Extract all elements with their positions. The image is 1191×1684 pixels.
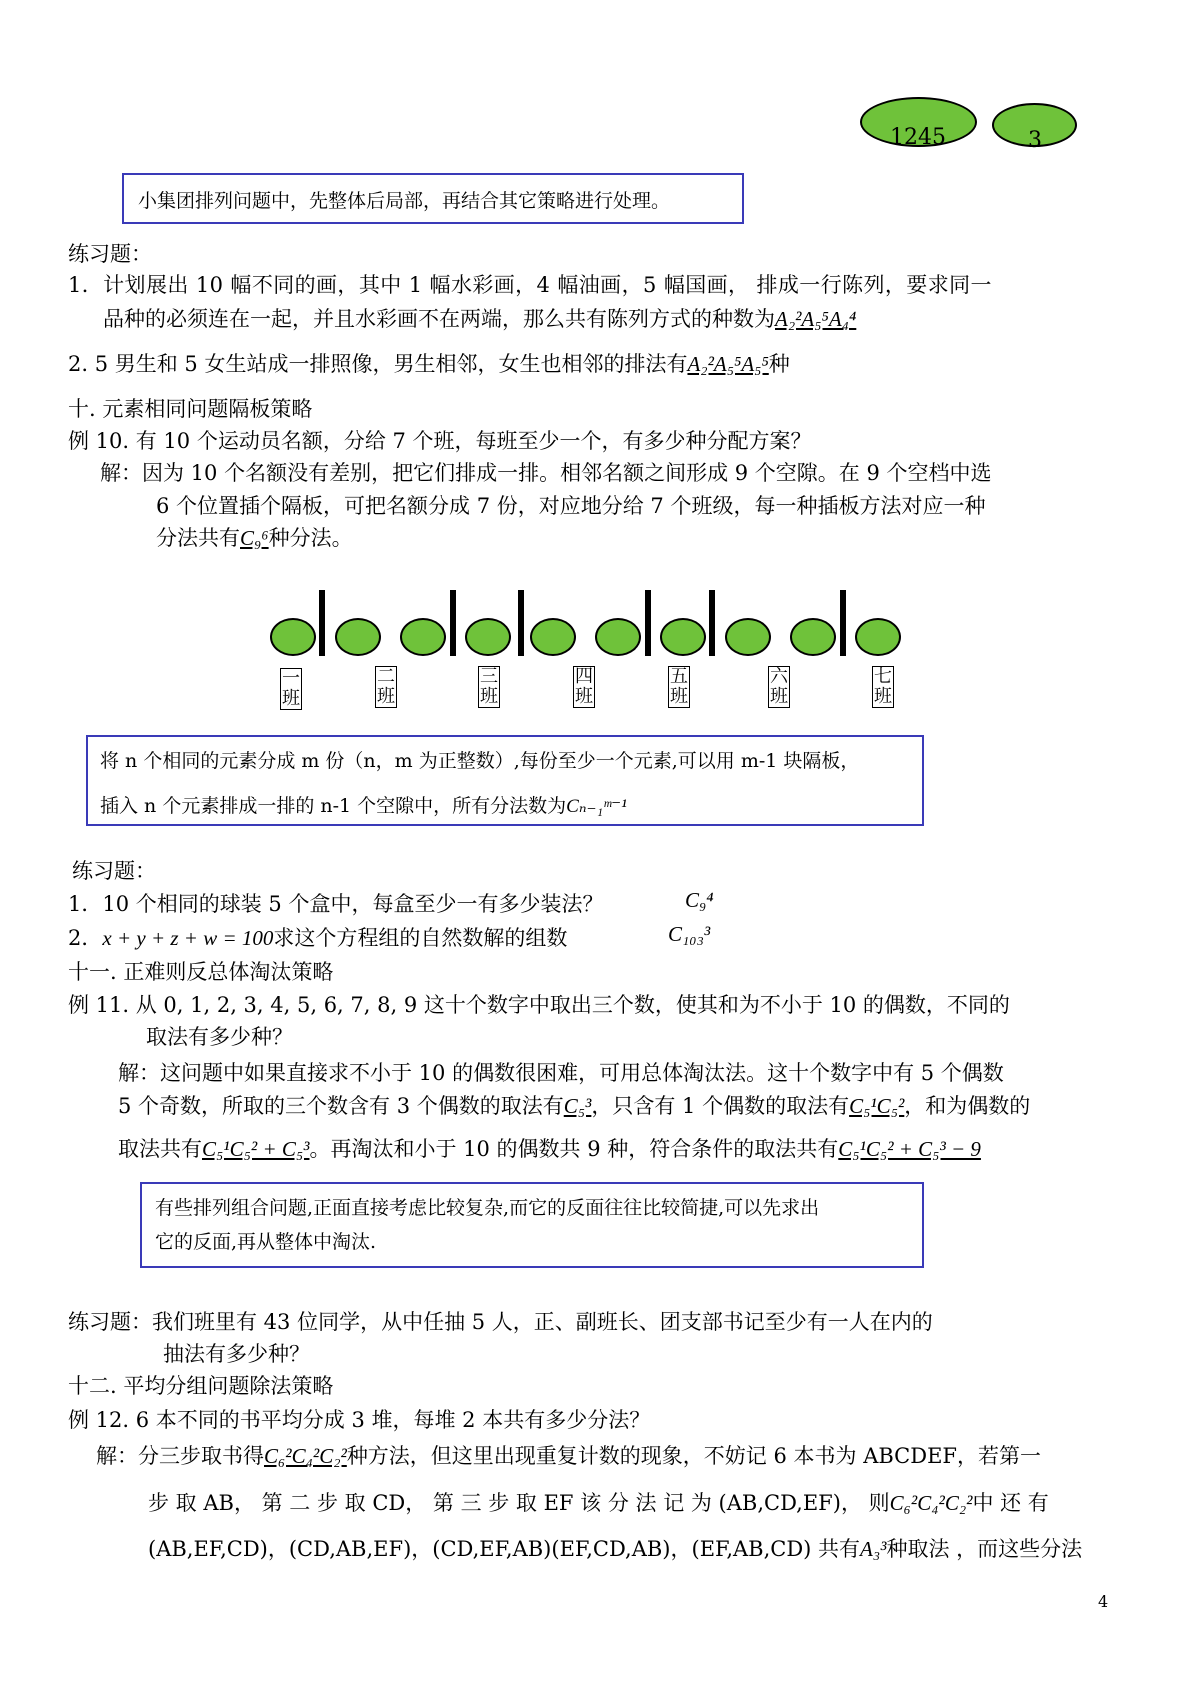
- example-11-line2: 取法有多少种？: [146, 1025, 293, 1049]
- practice-1-q1-line2: [103, 303, 856, 333]
- example-10: 例 10. 有 10 个运动员名额，分给 7 个班，每班至少一个，有多少种分配方案？: [68, 429, 812, 453]
- example-12-sol-line3: [148, 1533, 1082, 1563]
- divider-1: [319, 590, 325, 656]
- ball-7: [660, 618, 706, 656]
- example-10-sol-line3-post: 种分法。: [268, 526, 353, 550]
- tip-1-text: 小集团排列问题中，先整体后局部，再结合其它策略进行处理。: [138, 190, 671, 212]
- example-11-sol-line3: [118, 1133, 981, 1163]
- practice-1-heading: 练习题：: [68, 242, 152, 266]
- example-10-answer: C₉⁶: [240, 526, 269, 550]
- example-12-sol-line1: [96, 1440, 1041, 1470]
- class-label-4: 四 班: [575, 666, 593, 707]
- tip-3-line2: 它的反面,再从整体中淘汰.: [155, 1231, 377, 1253]
- example-12-sol-line3-a: (AB,EF,CD)，(CD,AB,EF)，(CD,EF,AB)(EF,CD,AB)，(EF,AB,CD) 共有: [148, 1537, 861, 1561]
- section-11-title: 十一. 正难则反总体淘汰策略: [68, 960, 334, 984]
- example-12-answer-3: A₃³: [860, 1537, 887, 1561]
- example-11-answer-2: C₅¹C₅²: [849, 1094, 905, 1118]
- example-12-sol-line1-b: 种方法，但这里出现重复计数的现象，不妨记 6 本书为 ABCDEF，若第一: [346, 1444, 1041, 1468]
- section-10-title: 十. 元素相同问题隔板策略: [68, 397, 313, 421]
- badge-right-label: 3: [1028, 128, 1042, 153]
- example-11-answer-3: C₅¹C₅² + C₅³: [202, 1137, 310, 1161]
- practice-2-q2-answer: C₁₀₃³: [668, 922, 711, 946]
- example-12-sol-line3-b: 种取法 ，而这些分法: [886, 1537, 1083, 1561]
- practice-2-q2-equation: x + y + z + w = 100: [102, 926, 274, 950]
- practice-2-q2: [68, 922, 567, 952]
- divider-4: [645, 590, 651, 656]
- example-10-sol-line2: 6 个位置插个隔板，可把名额分成 7 份，对应地分给 7 个班级，每一种插板方法对应一种: [156, 494, 986, 518]
- class-label-2: 二 班: [377, 666, 395, 707]
- class-label-3: 三 班: [480, 666, 498, 707]
- example-10-sol-line1: 解：因为 10 个名额没有差别，把它们排成一排。相邻名额之间形成 9 个空隙。在 9 个空档中选: [100, 461, 992, 485]
- ball-10: [855, 618, 901, 656]
- class-label-6: 六 班: [770, 666, 788, 707]
- tip-2-line2: [100, 791, 627, 818]
- example-11-sol-line2: [118, 1090, 1030, 1120]
- tip-2-line1: 将 n 个相同的元素分成 m 份（n，m 为正整数）,每份至少一个元素,可以用 m-1 块隔板，: [100, 750, 860, 772]
- example-12-answer-1: C₆²C₄²C₂²: [264, 1444, 347, 1468]
- ball-9: [790, 618, 836, 656]
- example-11-sol-line2-a: 5 个奇数，所取的三个数含有 3 个偶数的取法有: [118, 1094, 564, 1118]
- ball-2: [335, 618, 381, 656]
- example-12-sol-line2-b: 中 还 有: [972, 1491, 1049, 1515]
- example-12-answer-2: C₆²C₄²C₂²: [889, 1491, 973, 1515]
- class-label-5: 五 班: [670, 666, 688, 707]
- practice-1-q1-answer: A₂²A₅⁵A₄⁴: [775, 307, 857, 331]
- ball-1: [270, 618, 316, 656]
- example-11-sol-line2-c: ，和为偶数的: [904, 1094, 1031, 1118]
- practice-1-q2-text: 2. 5 男生和 5 女生站成一排照像，男生相邻，女生也相邻的排法有: [68, 352, 688, 376]
- example-12-sol-line2-a: 步 取 AB， 第 二 步 取 CD， 第 三 步 取 EF 该 分 法 记 为 (AB,CD,EF)， 则: [148, 1491, 890, 1515]
- tip-2-formula: Cₙ₋₁ᵐ⁻¹: [566, 796, 627, 817]
- practice-1-q1-text: 品种的必须连在一起，并且水彩画不在两端，那么共有陈列方式的种数为: [103, 307, 775, 331]
- tip-2-line2-text: 插入 n 个元素排成一排的 n-1 个空隙中，所有分法数为: [100, 795, 567, 817]
- practice-2-q1-text: 1．10 个相同的球装 5 个盒中，每盒至少一有多少装法？: [68, 892, 604, 916]
- divider-6: [840, 590, 846, 656]
- class-label-1: 一 班: [282, 668, 300, 709]
- practice-2-heading: 练习题：: [72, 859, 156, 883]
- badge-left-label: 1245: [890, 125, 946, 150]
- example-11-sol-line3-a: 取法共有: [118, 1137, 202, 1161]
- page-number: 4: [1098, 1592, 1109, 1611]
- practice-3-line1: 练习题：我们班里有 43 位同学，从中任抽 5 人，正、副班长、团支部书记至少有一人在内的: [68, 1310, 933, 1334]
- ball-6: [595, 618, 641, 656]
- ball-5: [530, 618, 576, 656]
- section-12-title: 十二. 平均分组问题除法策略: [68, 1374, 334, 1398]
- practice-2-q2-post: 求这个方程组的自然数解的组数: [273, 926, 568, 950]
- example-11-line1: 例 11. 从 0, 1, 2, 3, 4, 5, 6, 7, 8, 9 这十个数字中取出三个数，使其和为不小于 10 的偶数，不同的: [68, 993, 1010, 1017]
- ball-4: [465, 618, 511, 656]
- divider-2: [450, 590, 456, 656]
- divider-5: [709, 590, 715, 656]
- practice-2-q2-pre: 2．: [68, 926, 103, 950]
- practice-2-q1: [68, 888, 603, 918]
- example-11-sol-line3-b: 。再淘汰和小于 10 的偶数共 9 种，符合条件的取法共有: [309, 1137, 839, 1161]
- example-10-sol-line3: [156, 522, 353, 552]
- example-11-sol-line2-b: ，只含有 1 个偶数的取法有: [591, 1094, 850, 1118]
- example-12-sol-line2: [148, 1487, 1049, 1517]
- practice-1-q2-answer: A₂²A₅⁵A₅⁵: [687, 352, 769, 376]
- practice-1-q2: [68, 348, 790, 378]
- example-11-answer-4: C₅¹C₅² + C₅³ − 9: [838, 1137, 981, 1161]
- practice-1-q1-line1: 1．计划展出 10 幅不同的画，其中 1 幅水彩画，4 幅油画，5 幅国画， 排成一行陈列，要求同一: [68, 273, 992, 297]
- class-label-7: 七 班: [874, 666, 892, 707]
- example-12-sol-line1-a: 解：分三步取书得: [96, 1444, 264, 1468]
- example-11-sol-line1: 解：这问题中如果直接求不小于 10 的偶数很困难，可用总体淘汰法。这十个数字中有 5 个偶数: [118, 1061, 1004, 1085]
- tip-3-line1: 有些排列组合问题,正面直接考虑比较复杂,而它的反面往往比较简捷,可以先求出: [155, 1197, 820, 1219]
- divider-3: [518, 590, 524, 656]
- example-11-answer-1: C₅³: [563, 1094, 592, 1118]
- ball-8: [725, 618, 771, 656]
- example-10-sol-line3-pre: 分法共有: [156, 526, 240, 550]
- practice-2-q1-answer: C₉⁴: [685, 888, 714, 912]
- ball-3: [400, 618, 446, 656]
- example-12: 例 12. 6 本不同的书平均分成 3 堆，每堆 2 本共有多少分法？: [68, 1408, 651, 1432]
- practice-1-q2-suffix: 种: [768, 352, 790, 376]
- practice-3-line2: 抽法有多少种？: [163, 1342, 310, 1366]
